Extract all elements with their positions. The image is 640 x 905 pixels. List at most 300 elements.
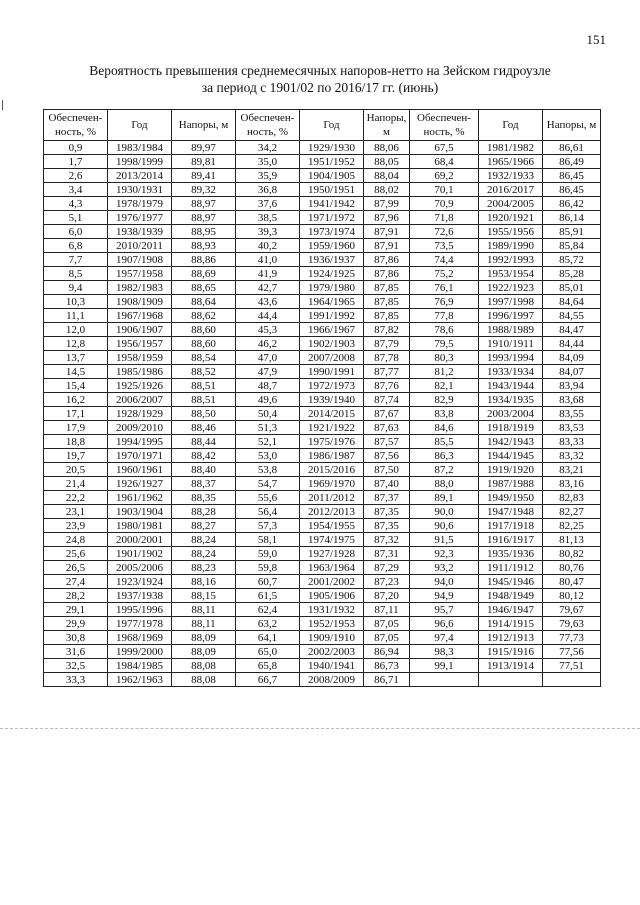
table-row (44, 435, 601, 449)
table-cell: 88,35 (172, 491, 236, 505)
table-cell: 1912/1913 (479, 631, 543, 645)
table-cell: 88,08 (172, 673, 236, 687)
table-row (44, 477, 601, 491)
table-cell: 1941/1942 (300, 197, 364, 211)
table-cell: 84,6 (410, 421, 479, 435)
table-cell: 2015/2016 (300, 463, 364, 477)
table-cell: 82,1 (410, 379, 479, 393)
table-cell: 1976/1977 (108, 211, 172, 225)
table-row (44, 267, 601, 281)
table-cell: 38,5 (236, 211, 300, 225)
table-cell: 1971/1972 (300, 211, 364, 225)
table-cell: 55,6 (236, 491, 300, 505)
table-cell: 1927/1928 (300, 547, 364, 561)
table-cell: 1936/1937 (300, 253, 364, 267)
table-cell: 44,4 (236, 309, 300, 323)
table-cell: 1993/1994 (479, 351, 543, 365)
table-cell: 85,84 (543, 239, 601, 253)
table-cell: 1913/1914 (479, 659, 543, 673)
table-row (44, 575, 601, 589)
table-cell: 88,05 (364, 155, 410, 169)
table-row (44, 519, 601, 533)
table-cell: 1986/1987 (300, 449, 364, 463)
table-cell: 76,9 (410, 295, 479, 309)
table-cell: 32,5 (44, 659, 108, 673)
table-cell: 43,6 (236, 295, 300, 309)
table-cell: 48,7 (236, 379, 300, 393)
table-row (44, 617, 601, 631)
table-cell: 77,73 (543, 631, 601, 645)
table-cell: 82,83 (543, 491, 601, 505)
table-cell: 1904/1905 (300, 169, 364, 183)
table-body (44, 141, 601, 687)
table-cell: 56,4 (236, 505, 300, 519)
table-cell: 87,79 (364, 337, 410, 351)
table-cell: 78,6 (410, 323, 479, 337)
table-cell: 1988/1989 (479, 323, 543, 337)
table-cell: 35,0 (236, 155, 300, 169)
table-cell: 81,13 (543, 533, 601, 547)
table-cell: 79,67 (543, 603, 601, 617)
table-cell: 2000/2001 (108, 533, 172, 547)
table-cell: 87,57 (364, 435, 410, 449)
table-cell: 36,8 (236, 183, 300, 197)
table-row (44, 211, 601, 225)
table-cell: 88,11 (172, 617, 236, 631)
table-cell: 88,08 (172, 659, 236, 673)
table-cell: 1949/1950 (479, 491, 543, 505)
table-cell: 83,55 (543, 407, 601, 421)
table-cell: 1,7 (44, 155, 108, 169)
table-cell: 1937/1938 (108, 589, 172, 603)
table-cell: 79,5 (410, 337, 479, 351)
table-cell: 94,9 (410, 589, 479, 603)
table-cell: 88,02 (364, 183, 410, 197)
table-cell: 87,23 (364, 575, 410, 589)
table-cell: 1997/1998 (479, 295, 543, 309)
table-cell: 1954/1955 (300, 519, 364, 533)
table-cell: 87,76 (364, 379, 410, 393)
table-cell: 58,1 (236, 533, 300, 547)
table-cell: 83,32 (543, 449, 601, 463)
table-cell: 1921/1922 (300, 421, 364, 435)
table-row (44, 309, 601, 323)
table-cell (543, 673, 601, 687)
table-cell: 52,1 (236, 435, 300, 449)
table-cell: 2010/2011 (108, 239, 172, 253)
table-cell: 29,1 (44, 603, 108, 617)
table-cell: 18,8 (44, 435, 108, 449)
table-cell: 88,97 (172, 197, 236, 211)
table-cell: 1943/1944 (479, 379, 543, 393)
table-cell: 27,4 (44, 575, 108, 589)
table-cell: 0,9 (44, 141, 108, 155)
table-cell: 1959/1960 (300, 239, 364, 253)
table-cell: 1939/1940 (300, 393, 364, 407)
table-cell: 88,27 (172, 519, 236, 533)
table-cell: 87,2 (410, 463, 479, 477)
table-cell: 82,27 (543, 505, 601, 519)
table-cell: 88,50 (172, 407, 236, 421)
table-cell: 88,54 (172, 351, 236, 365)
table-cell: 86,73 (364, 659, 410, 673)
table-cell: 87,31 (364, 547, 410, 561)
table-cell: 1996/1997 (479, 309, 543, 323)
table-cell: 21,4 (44, 477, 108, 491)
table-cell: 53,8 (236, 463, 300, 477)
table-cell: 1945/1946 (479, 575, 543, 589)
table-row (44, 155, 601, 169)
table-cell: 1982/1983 (108, 281, 172, 295)
page-divider (0, 728, 640, 729)
table-cell: 1918/1919 (479, 421, 543, 435)
table-cell: 2001/2002 (300, 575, 364, 589)
table-cell: 65,0 (236, 645, 300, 659)
table-cell: 82,25 (543, 519, 601, 533)
table-cell: 85,72 (543, 253, 601, 267)
table-cell: 80,12 (543, 589, 601, 603)
table-row (44, 253, 601, 267)
table-cell: 2008/2009 (300, 673, 364, 687)
table-cell: 88,15 (172, 589, 236, 603)
table-cell: 1978/1979 (108, 197, 172, 211)
table-cell: 2004/2005 (479, 197, 543, 211)
table-cell: 87,56 (364, 449, 410, 463)
table-cell: 45,3 (236, 323, 300, 337)
table-cell: 6,0 (44, 225, 108, 239)
table-cell: 77,56 (543, 645, 601, 659)
table-cell: 2005/2006 (108, 561, 172, 575)
table-cell: 88,24 (172, 547, 236, 561)
table-cell: 70,1 (410, 183, 479, 197)
table-cell: 1969/1970 (300, 477, 364, 491)
table-cell: 80,3 (410, 351, 479, 365)
table-cell: 77,8 (410, 309, 479, 323)
table-cell: 1951/1952 (300, 155, 364, 169)
table-cell: 2006/2007 (108, 393, 172, 407)
table-cell: 1952/1953 (300, 617, 364, 631)
table-cell: 1956/1957 (108, 337, 172, 351)
table-cell: 12,0 (44, 323, 108, 337)
table-cell: 97,4 (410, 631, 479, 645)
table-cell: 88,16 (172, 575, 236, 589)
table-cell: 1910/1911 (479, 337, 543, 351)
table-cell: 86,45 (543, 183, 601, 197)
table-cell: 54,7 (236, 477, 300, 491)
table-cell: 47,9 (236, 365, 300, 379)
table-cell: 88,60 (172, 323, 236, 337)
column-header: Напоры, м (172, 110, 236, 141)
table-cell: 1950/1951 (300, 183, 364, 197)
column-header: Напоры, м (364, 110, 410, 141)
column-header: Обеспечен-ность, % (236, 110, 300, 141)
table-cell: 88,37 (172, 477, 236, 491)
table-cell: 1906/1907 (108, 323, 172, 337)
table-row (44, 393, 601, 407)
table-cell: 87,82 (364, 323, 410, 337)
table-cell: 46,2 (236, 337, 300, 351)
table-cell: 84,55 (543, 309, 601, 323)
table-cell: 88,42 (172, 449, 236, 463)
table-cell (479, 673, 543, 687)
table-cell: 88,0 (410, 477, 479, 491)
table-cell: 88,46 (172, 421, 236, 435)
table-cell: 2002/2003 (300, 645, 364, 659)
table-cell: 87,85 (364, 295, 410, 309)
table-cell (410, 673, 479, 687)
table-cell: 1915/1916 (479, 645, 543, 659)
table-cell: 88,40 (172, 463, 236, 477)
table-cell: 1965/1966 (479, 155, 543, 169)
table-cell: 88,51 (172, 393, 236, 407)
table-row (44, 421, 601, 435)
table-row (44, 365, 601, 379)
table-cell: 64,1 (236, 631, 300, 645)
table-cell: 1963/1964 (300, 561, 364, 575)
table-cell: 89,32 (172, 183, 236, 197)
page-number: 151 (586, 32, 606, 47)
table-cell: 11,1 (44, 309, 108, 323)
table-cell: 2013/2014 (108, 169, 172, 183)
table-cell: 87,11 (364, 603, 410, 617)
table-cell: 86,61 (543, 141, 601, 155)
column-header: Год (108, 110, 172, 141)
table-cell: 1911/1912 (479, 561, 543, 575)
table-row (44, 169, 601, 183)
table-cell: 1994/1995 (108, 435, 172, 449)
table-cell: 1967/1968 (108, 309, 172, 323)
table-cell: 98,3 (410, 645, 479, 659)
table-cell: 1964/1965 (300, 295, 364, 309)
table-row (44, 407, 601, 421)
table-cell: 89,41 (172, 169, 236, 183)
table-cell: 1935/1936 (479, 547, 543, 561)
table-cell: 88,04 (364, 169, 410, 183)
table-cell: 90,0 (410, 505, 479, 519)
table-cell: 87,32 (364, 533, 410, 547)
table-cell: 1933/1934 (479, 365, 543, 379)
table-cell: 87,35 (364, 505, 410, 519)
table-cell: 1983/1984 (108, 141, 172, 155)
table-cell: 1938/1939 (108, 225, 172, 239)
table-cell: 82,9 (410, 393, 479, 407)
table-cell: 87,40 (364, 477, 410, 491)
table-cell: 1987/1988 (479, 477, 543, 491)
table-cell: 76,1 (410, 281, 479, 295)
table-cell: 1957/1958 (108, 267, 172, 281)
table-cell: 84,47 (543, 323, 601, 337)
table-cell: 83,8 (410, 407, 479, 421)
table-cell: 1916/1917 (479, 533, 543, 547)
header-row (44, 110, 601, 141)
table-cell: 83,53 (543, 421, 601, 435)
table-cell: 1979/1980 (300, 281, 364, 295)
table-cell: 1999/2000 (108, 645, 172, 659)
table-cell: 83,33 (543, 435, 601, 449)
table-cell: 79,63 (543, 617, 601, 631)
table-cell: 35,9 (236, 169, 300, 183)
table-cell: 37,6 (236, 197, 300, 211)
table-cell: 60,7 (236, 575, 300, 589)
table-cell: 8,5 (44, 267, 108, 281)
table-cell: 88,28 (172, 505, 236, 519)
table-cell: 20,5 (44, 463, 108, 477)
table-cell: 88,69 (172, 267, 236, 281)
table-row (44, 533, 601, 547)
table-row (44, 505, 601, 519)
table-cell: 86,49 (543, 155, 601, 169)
table-cell: 1923/1924 (108, 575, 172, 589)
table-cell: 1903/1904 (108, 505, 172, 519)
table-row (44, 463, 601, 477)
table-cell: 30,8 (44, 631, 108, 645)
table-cell: 1932/1933 (479, 169, 543, 183)
table-cell: 88,24 (172, 533, 236, 547)
table-cell: 66,7 (236, 673, 300, 687)
table-cell: 87,74 (364, 393, 410, 407)
table-cell: 1998/1999 (108, 155, 172, 169)
table-cell: 88,23 (172, 561, 236, 575)
table-cell: 17,9 (44, 421, 108, 435)
table-cell: 1992/1993 (479, 253, 543, 267)
table-cell: 83,68 (543, 393, 601, 407)
table-cell: 85,91 (543, 225, 601, 239)
table-cell: 83,21 (543, 463, 601, 477)
table-cell: 28,2 (44, 589, 108, 603)
column-header: Напоры, м (543, 110, 601, 141)
table-cell: 1917/1918 (479, 519, 543, 533)
table-cell: 87,20 (364, 589, 410, 603)
table-cell: 12,8 (44, 337, 108, 351)
table-cell: 87,96 (364, 211, 410, 225)
table-cell: 73,5 (410, 239, 479, 253)
table-cell: 74,4 (410, 253, 479, 267)
table-cell: 1901/1902 (108, 547, 172, 561)
table-cell: 69,2 (410, 169, 479, 183)
table-cell: 23,1 (44, 505, 108, 519)
column-header: Обеспечен-ность, % (44, 110, 108, 141)
table-cell: 34,2 (236, 141, 300, 155)
table-cell: 87,63 (364, 421, 410, 435)
table-cell: 1972/1973 (300, 379, 364, 393)
table-row (44, 673, 601, 687)
table-cell: 86,45 (543, 169, 601, 183)
table-cell: 81,2 (410, 365, 479, 379)
table-cell: 88,97 (172, 211, 236, 225)
table-cell: 1930/1931 (108, 183, 172, 197)
table-row (44, 547, 601, 561)
table-cell: 84,44 (543, 337, 601, 351)
table-cell: 22,2 (44, 491, 108, 505)
table-cell: 88,65 (172, 281, 236, 295)
table-cell: 63,2 (236, 617, 300, 631)
table-cell: 1975/1976 (300, 435, 364, 449)
table-row (44, 631, 601, 645)
table-cell: 90,6 (410, 519, 479, 533)
table-row (44, 645, 601, 659)
table-cell: 57,3 (236, 519, 300, 533)
table-cell: 1990/1991 (300, 365, 364, 379)
table-cell: 1948/1949 (479, 589, 543, 603)
table-cell: 87,85 (364, 309, 410, 323)
table-cell: 89,81 (172, 155, 236, 169)
table-cell: 91,5 (410, 533, 479, 547)
table-cell: 24,8 (44, 533, 108, 547)
table-cell: 31,6 (44, 645, 108, 659)
table-cell: 88,51 (172, 379, 236, 393)
table-cell: 85,5 (410, 435, 479, 449)
table-cell: 1942/1943 (479, 435, 543, 449)
table-cell: 92,3 (410, 547, 479, 561)
table-cell: 2003/2004 (479, 407, 543, 421)
table-cell: 47,0 (236, 351, 300, 365)
table-cell: 33,3 (44, 673, 108, 687)
table-cell: 7,7 (44, 253, 108, 267)
table-cell: 1934/1935 (479, 393, 543, 407)
table-cell: 87,05 (364, 631, 410, 645)
table-cell: 96,6 (410, 617, 479, 631)
table-cell: 67,5 (410, 141, 479, 155)
table-cell: 88,09 (172, 645, 236, 659)
table-cell: 1991/1992 (300, 309, 364, 323)
table-cell: 2014/2015 (300, 407, 364, 421)
column-header: Год (479, 110, 543, 141)
table-cell: 2016/2017 (479, 183, 543, 197)
table-cell: 99,1 (410, 659, 479, 673)
table-cell: 1947/1948 (479, 505, 543, 519)
table-cell: 1985/1986 (108, 365, 172, 379)
table-cell: 49,6 (236, 393, 300, 407)
table-cell: 2012/2013 (300, 505, 364, 519)
table-cell: 1962/1963 (108, 673, 172, 687)
table-cell: 1977/1978 (108, 617, 172, 631)
table-cell: 71,8 (410, 211, 479, 225)
table-cell: 80,82 (543, 547, 601, 561)
column-header: Обеспечен-ность, % (410, 110, 479, 141)
table-cell: 1960/1961 (108, 463, 172, 477)
table-cell: 1914/1915 (479, 617, 543, 631)
table-cell: 1907/1908 (108, 253, 172, 267)
table-cell: 1909/1910 (300, 631, 364, 645)
table-cell: 40,2 (236, 239, 300, 253)
table-cell: 87,05 (364, 617, 410, 631)
table-cell: 1928/1929 (108, 407, 172, 421)
table-cell: 42,7 (236, 281, 300, 295)
table-cell: 88,62 (172, 309, 236, 323)
table-cell: 89,1 (410, 491, 479, 505)
table-cell: 1981/1982 (479, 141, 543, 155)
table-cell: 72,6 (410, 225, 479, 239)
table-cell: 88,09 (172, 631, 236, 645)
table-cell: 88,60 (172, 337, 236, 351)
table-cell: 9,4 (44, 281, 108, 295)
table-cell: 41,9 (236, 267, 300, 281)
table-cell: 87,35 (364, 519, 410, 533)
table-cell: 93,2 (410, 561, 479, 575)
table-cell: 86,42 (543, 197, 601, 211)
table-cell: 39,3 (236, 225, 300, 239)
table-cell: 19,7 (44, 449, 108, 463)
table-cell: 84,64 (543, 295, 601, 309)
table-row (44, 281, 601, 295)
table-cell: 94,0 (410, 575, 479, 589)
table-cell: 1920/1921 (479, 211, 543, 225)
table-row (44, 351, 601, 365)
table-cell: 88,52 (172, 365, 236, 379)
table-cell: 1944/1945 (479, 449, 543, 463)
title-line-2: за период с 1901/02 по 2016/17 гг. (июнь) (201, 80, 439, 95)
table-cell: 16,2 (44, 393, 108, 407)
